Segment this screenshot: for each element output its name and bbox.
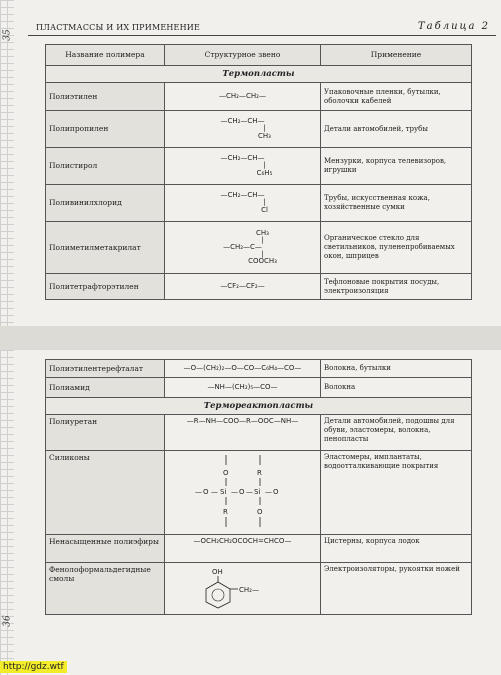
formula-substituent: COOCH₃ xyxy=(248,257,277,266)
polymer-name: Полиметилметакрилат xyxy=(46,222,165,274)
aromatic-circle xyxy=(212,589,224,601)
structural-unit: —CH₂—CH₂— xyxy=(165,83,321,111)
margin-grid xyxy=(0,0,14,326)
table-row xyxy=(46,562,472,614)
structural-unit xyxy=(165,185,321,222)
polymer-name: Полипропилен xyxy=(46,111,165,148)
bottom-page xyxy=(0,350,501,675)
formula-chain: —CH₂—CH— xyxy=(220,117,265,126)
table-row xyxy=(46,415,472,451)
top-page xyxy=(0,0,501,326)
page-number: 36 xyxy=(2,615,13,627)
polymer-table-bottom xyxy=(45,359,472,615)
atom-o: O xyxy=(223,469,229,477)
polymer-name: Силиконы xyxy=(46,451,165,535)
bond-dash: — xyxy=(195,488,202,496)
application: Тефлоновые покрытия посуды, электроизоляция xyxy=(321,274,472,300)
application: Цистерны, корпуса лодок xyxy=(321,534,472,562)
table-row xyxy=(46,148,472,185)
col-header-application: Применение xyxy=(321,45,472,66)
header-rule xyxy=(28,35,496,36)
table-header-row xyxy=(46,45,472,66)
polymer-name: Полистирол xyxy=(46,148,165,185)
page-gap xyxy=(0,326,501,350)
bond-dash: — xyxy=(231,488,238,496)
atom-o-mid: O xyxy=(239,488,245,496)
structural-unit xyxy=(165,148,321,185)
application: Волокна xyxy=(321,378,472,398)
atom-si: Si xyxy=(220,488,227,496)
table-label: Таблица 2 xyxy=(417,21,490,32)
section-title: Термореактопласты xyxy=(46,398,472,415)
running-title: ПЛАСТМАССЫ И ИХ ПРИМЕНЕНИЕ xyxy=(36,23,200,32)
formula-bond: | xyxy=(263,124,266,133)
structural-unit: —R—NH—COO—R—OOC—NH— xyxy=(165,415,321,451)
atom-si-2: Si xyxy=(254,488,261,496)
structural-unit: —O—(CH₂)₂—O—CO—C₆H₄—CO— xyxy=(165,360,321,378)
polymer-name: Полиамид xyxy=(46,378,165,398)
page-number: 35 xyxy=(2,29,13,41)
formula-chain: —CH₂—CH— xyxy=(220,154,265,163)
application: Волокна, бутылки xyxy=(321,360,472,378)
section-title: Термопласты xyxy=(46,66,472,83)
hydroxyl-group: OH xyxy=(212,567,223,576)
formula-substituent: CH₃ xyxy=(258,131,271,140)
polymer-name: Полиэтилен xyxy=(46,83,165,111)
application: Детали автомобилей, подошвы для обуви, эластомеры, волокна, пенопласты xyxy=(321,415,472,451)
atom-r: R xyxy=(223,508,228,516)
atom-o-left: O xyxy=(203,488,209,496)
polymer-name: Ненасыщенные полиэфиры xyxy=(46,534,165,562)
atom-o-right: O xyxy=(273,488,279,496)
polymer-name: Полиуретан xyxy=(46,415,165,451)
application: Упаковочные пленки, бутылки, оболочки кабелей xyxy=(321,83,472,111)
silicone-structure xyxy=(168,453,318,529)
table-row xyxy=(46,274,472,300)
formula-substituent: Cl xyxy=(261,205,268,214)
structural-unit xyxy=(165,111,321,148)
formula-bond: | xyxy=(261,235,264,244)
polymer-table-top xyxy=(45,44,472,300)
polymer-name: Полиэтилентерефталат xyxy=(46,360,165,378)
application: Эластомеры, имплантаты, водоотталкивающие покрытия xyxy=(321,451,472,535)
table-row xyxy=(46,83,472,111)
watermark-link[interactable]: http://gdz.wtf xyxy=(0,661,67,673)
formula-bond: | xyxy=(263,198,266,207)
table-row xyxy=(46,360,472,378)
structural-unit xyxy=(165,562,321,614)
application: Мензурки, корпуса телевизоров, игрушки xyxy=(321,148,472,185)
application: Органическое стекло для светильников, пуленепробиваемых окон, шприцев xyxy=(321,222,472,274)
formula-chain: —CH₂—CH— xyxy=(220,191,265,200)
benzene-ring xyxy=(206,582,230,608)
bond-dash: — xyxy=(265,488,272,496)
formula-bond: | xyxy=(261,249,264,258)
formula-substituent-top: CH₃ xyxy=(256,228,269,237)
polymer-name: Фенолоформальдегидные смолы xyxy=(46,562,165,614)
bond-dash: — xyxy=(211,488,218,496)
table-row xyxy=(46,378,472,398)
phenol-structure xyxy=(168,565,318,609)
structural-unit: —OCH₂CH₂OCOCH=CHCO— xyxy=(165,534,321,562)
table-row xyxy=(46,222,472,274)
structural-unit: —NH—(CH₂)₅—CO— xyxy=(165,378,321,398)
structural-unit xyxy=(165,222,321,274)
section-row xyxy=(46,66,472,83)
formula-substituent: C₆H₅ xyxy=(256,168,273,177)
atom-r: R xyxy=(257,469,262,477)
running-header xyxy=(14,21,496,35)
col-header-structure: Структурное звено xyxy=(165,45,321,66)
table-row xyxy=(46,185,472,222)
methylene-group: CH₂— xyxy=(239,585,259,594)
col-header-name: Название полимера xyxy=(46,45,165,66)
structural-unit xyxy=(165,451,321,535)
application: Электроизоляторы, рукоятки ножей xyxy=(321,562,472,614)
polymer-name: Политетрафторэтилен xyxy=(46,274,165,300)
bond-dash: — xyxy=(246,488,253,496)
application: Трубы, искусственная кожа, хозяйственные сумки xyxy=(321,185,472,222)
table-row xyxy=(46,534,472,562)
formula-chain: —CH₂—C— xyxy=(223,243,262,252)
table-row xyxy=(46,451,472,535)
formula-bond: | xyxy=(263,161,266,170)
application: Детали автомобилей, трубы xyxy=(321,111,472,148)
structural-unit: —CF₂—CF₂— xyxy=(165,274,321,300)
table-row xyxy=(46,111,472,148)
atom-o: O xyxy=(257,508,263,516)
polymer-name: Поливинилхлорид xyxy=(46,185,165,222)
section-row xyxy=(46,398,472,415)
